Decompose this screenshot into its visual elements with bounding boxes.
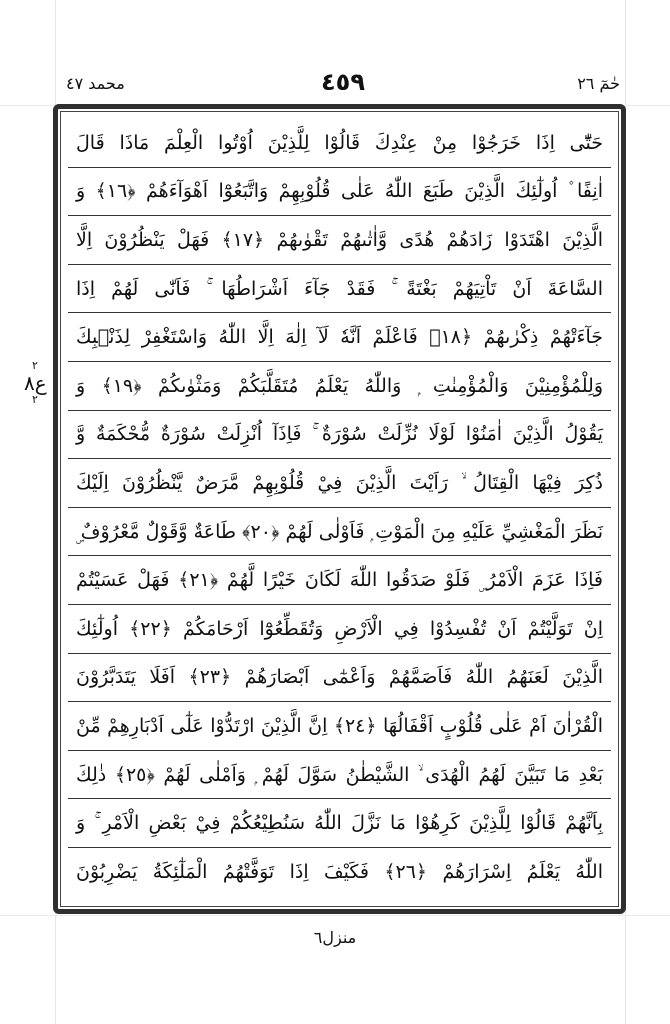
- ruku-marker-top: ٢: [32, 359, 38, 372]
- guide-line-bottom: [0, 915, 670, 916]
- text-line: [68, 702, 611, 751]
- text-line: [68, 119, 611, 168]
- page-header: [60, 68, 626, 102]
- text-line: [68, 362, 611, 411]
- text-line: [68, 751, 611, 800]
- text-line: [68, 313, 611, 362]
- line-text: اِنْ تَوَلَّيْتُمْ اَنْ تُفْسِدُوْا فِي الْاَرْضِ وَتُقَطِّعُوْٓا اَرْحَامَكُمْ ﴿٢٢﴾ اُولٰٓئِكَ: [76, 617, 603, 640]
- text-line: [68, 799, 611, 848]
- juz-label: حٰمٓ ٢٦: [577, 74, 620, 93]
- surah-label: محمد ٤٧: [66, 74, 125, 93]
- line-text: بِاَنَّهُمْ قَالُوْا لِلَّذِيْنَ كَرِهُوْا مَا نَزَّلَ اللّٰهُ سَنُطِيْعُكُمْ فِيْ بَعْضِ الْاَمْرِ ۚ وَ: [76, 812, 603, 835]
- text-line: [68, 168, 611, 217]
- text-frame: [53, 104, 626, 914]
- page-number: ٤٥٩: [321, 68, 365, 96]
- line-text: حَتّٰٓى اِذَا خَرَجُوْا مِنْ عِنْدِكَ قَالُوْا لِلَّذِيْنَ اُوْتُوا الْعِلْمَ مَاذَا قَالَ: [76, 131, 603, 154]
- ruku-marker: [24, 360, 46, 406]
- line-text: وَلِلْمُؤْمِنِيْنَ وَالْمُؤْمِنٰتِ ۭ وَاللّٰهُ يَعْلَمُ مُتَقَلَّبَكُمْ وَمَثْوٰىكُمْ ﴿١٩﴾ وَ: [76, 374, 603, 397]
- line-text: الْقُرْاٰنَ اَمْ عَلٰى قُلُوْبٍ اَقْفَالُهَا ﴿٢٤﴾ اِنَّ الَّذِيْنَ ارْتَدُّوْا عَلٰٓى اَدْبَارِهِمْ مِّنْ: [76, 714, 603, 737]
- text-line: [68, 216, 611, 265]
- text-lines: [68, 119, 611, 899]
- line-text: نَظَرَ الْمَغْشِيِّ عَلَيْهِ مِنَ الْمَوْتِ ۭ فَاَوْلٰى لَهُمْ ﴿٢٠﴾ طَاعَةٌ وَّقَوْلٌ مَّعْرُوْفٌ ۣ: [76, 520, 603, 543]
- line-text: فَاِذَا عَزَمَ الْاَمْرُ ۣ فَلَوْ صَدَقُوا اللّٰهَ لَكَانَ خَيْرًا لَّهُمْ ﴿٢١﴾ فَهَلْ عَسَيْتُمْ: [76, 569, 604, 592]
- line-text: السَّاعَةَ اَنْ تَاْتِيَهُمْ بَغْتَةً ۚ فَقَدْ جَآءَ اَشْرَاطُهَا ۚ فَاَنّٰى لَهُمْ اِذَا: [76, 277, 603, 300]
- text-line: [68, 265, 611, 314]
- line-text: الَّذِيْنَ لَعَنَهُمُ اللّٰهُ فَاَصَمَّهُمْ وَاَعْمٰٓى اَبْصَارَهُمْ ﴿٢٣﴾ اَفَلَا يَتَدَبَّرُوْنَ: [76, 666, 603, 689]
- text-line: [68, 654, 611, 703]
- text-line: [68, 605, 611, 654]
- line-text: اللّٰهُ يَعْلَمُ اِسْرَارَهُمْ ﴿٢٦﴾ فَكَيْفَ اِذَا تَوَفَّتْهُمُ الْمَلٰٓئِكَةُ يَضْرِبُوْنَ: [76, 861, 603, 884]
- text-line: [68, 411, 611, 460]
- ruku-marker-bottom: ٢: [32, 393, 38, 406]
- line-text: ذُكِرَ فِيْهَا الْقِتَالُ ۙ رَاَيْتَ الَّذِيْنَ فِيْ قُلُوْبِهِمْ مَّرَضٌ يَّنْظُرُوْنَ اِلَيْكَ: [76, 471, 603, 494]
- text-line: [68, 508, 611, 557]
- text-line: [68, 848, 611, 897]
- line-text: يَقُوْلُ الَّذِيْنَ اٰمَنُوْا لَوْلَا نُزِّلَتْ سُوْرَةٌ ۚ فَاِذَآ اُنْزِلَتْ سُوْرَةٌ مُّحْكَمَةٌ وَّ: [76, 423, 603, 446]
- text-line: [68, 459, 611, 508]
- line-text: الَّذِيْنَ اهْتَدَوْا زَادَهُمْ هُدًى وَّاٰتٰىهُمْ تَقْوٰىهُمْ ﴿١٧﴾ فَهَلْ يَنْظُرُوْنَ اِلَّا: [76, 228, 603, 251]
- ruku-marker-main: ع٨: [24, 371, 47, 395]
- line-text: اٰنِفًا ۫ اُولٰٓئِكَ الَّذِيْنَ طَبَعَ اللّٰهُ عَلٰى قُلُوْبِهِمْ وَاتَّبَعُوْٓا اَهْوَآءَهُمْ ﴿١٦﴾ وَ: [76, 180, 603, 203]
- text-line: [68, 556, 611, 605]
- line-text: بَعْدِ مَا تَبَيَّنَ لَهُمُ الْهُدَى ۙ الشَّيْطٰنُ سَوَّلَ لَهُمْ ۭ وَاَمْلٰى لَهُمْ ﴿٢٥﴾ ذٰلِكَ: [76, 763, 603, 786]
- manzil-label: منزل٦: [313, 928, 357, 947]
- line-text: جَآءَتْهُمْ ذِكْرٰىهُمْ ﴿١٨﴾ فَاعْلَمْ اَنَّهٗ لَآ اِلٰهَ اِلَّا اللّٰهُ وَاسْتَغْفِرْ لِذَنْۢبِكَ: [76, 326, 603, 349]
